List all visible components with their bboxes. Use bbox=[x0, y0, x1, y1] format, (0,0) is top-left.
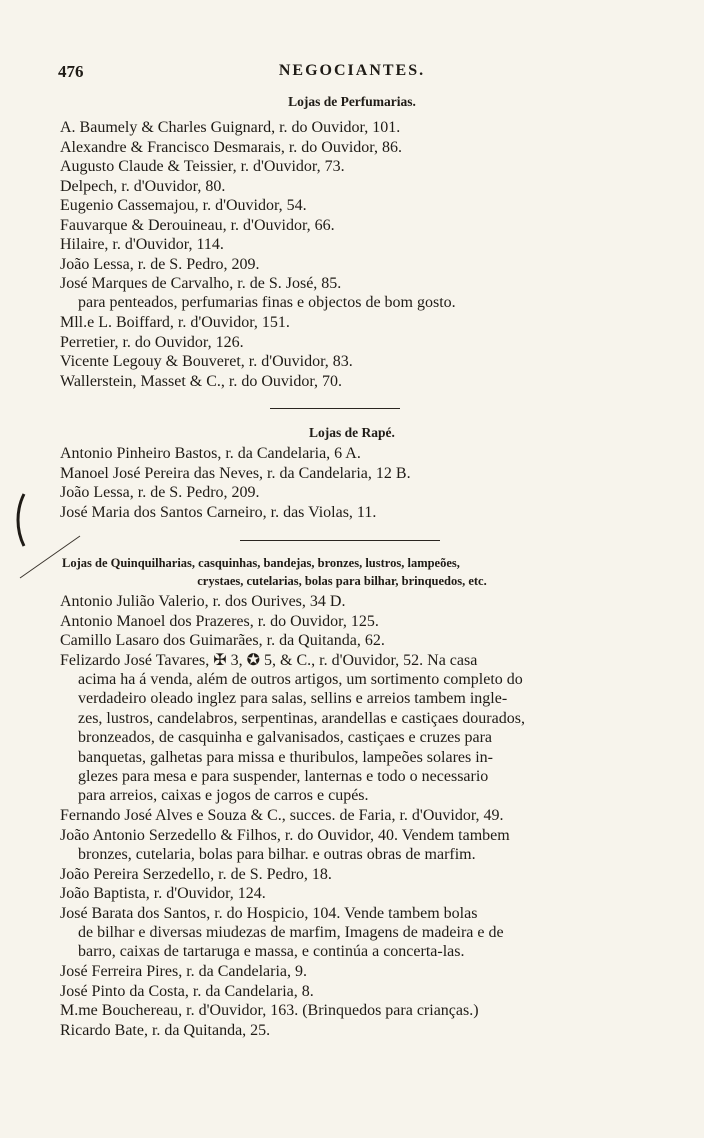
list-item: João Lessa, r. de S. Pedro, 209. bbox=[60, 255, 260, 273]
section-heading-quinquilharias bbox=[62, 554, 622, 590]
list-item: João Pereira Serzedello, r. de S. Pedro, 18. bbox=[60, 865, 332, 883]
list-item: Ricardo Bate, r. da Quitanda, 25. bbox=[60, 1021, 271, 1039]
section-divider bbox=[270, 408, 400, 409]
page-number: 476 bbox=[58, 62, 84, 81]
list-item: Augusto Claude & Teissier, r. d'Ouvidor, 73. bbox=[60, 158, 345, 175]
list-item: Fernando José Alves e Souza & C., succes. de Faria, r. d'Ouvidor, 49. bbox=[60, 807, 504, 824]
section-divider bbox=[240, 540, 440, 541]
running-title: NEGOCIANTES. bbox=[278, 62, 426, 79]
list-item: Eugenio Cassemajou, r. d'Ouvidor, 54. bbox=[60, 197, 307, 214]
list-item: Manoel José Pereira das Neves, r. da Candelaria, 12 B. bbox=[60, 464, 411, 482]
list-item: Wallerstein, Masset & C., r. do Ouvidor, 70. bbox=[60, 372, 343, 390]
heading-line: crystaes, cutelarias, bolas para bilhar, brinquedos, etc. bbox=[197, 574, 487, 588]
list-item: Antonio Pinheiro Bastos, r. da Candelaria, 6 A. bbox=[60, 445, 361, 462]
list-item: Vicente Legouy & Bouveret, r. d'Ouvidor, 83. bbox=[60, 353, 353, 370]
list-item: José Pinto da Costa, r. da Candelaria, 8. bbox=[60, 982, 314, 1000]
list-item: Perretier, r. do Ouvidor, 126. bbox=[60, 333, 244, 351]
list-item: Felizardo José Tavares, ✠ 3, ✪ 5, & C., r. d'Ouvidor, 52. Na casa acima ha á venda, além de outros artigos, um sortimento completo do verdadeiro oleado inglez para salas, sellins e arreios tambem ingle- zes, lustros, candelabros, serpentinas, arandellas e castiçaes dourados, bronzeados, de casquinha e galvanisados, castiçaes e cruzes para banquetas, galhetas para missa e thuribulos, lampeões solares in- glezes para mesa e para suspender, lanternas e todo o necessario para arreios, caixas e jogos de carros e cupés. bbox=[60, 651, 525, 805]
list-item: Alexandre & Francisco Desmarais, r. do Ouvidor, 86. bbox=[60, 138, 402, 156]
running-head bbox=[0, 62, 704, 84]
heading-line: Lojas de Quinquilharias, casquinhas, bandejas, bronzes, lustros, lampeões, bbox=[62, 556, 460, 570]
margin-bracket-mark bbox=[10, 490, 90, 580]
list-item: Antonio Julião Valerio, r. dos Ourives, 34 D. bbox=[60, 593, 346, 610]
section-heading-perfumarias: Lojas de Perfumarias. bbox=[288, 94, 416, 109]
list-item: M.me Bouchereau, r. d'Ouvidor, 163. (Brinquedos para crianças.) bbox=[60, 1002, 479, 1019]
list-item: João Lessa, r. de S. Pedro, 209. bbox=[60, 484, 260, 501]
list-item: Hilaire, r. d'Ouvidor, 114. bbox=[60, 236, 224, 253]
list-item: José Barata dos Santos, r. do Hospicio, 104. Vende tambem bolas de bilhar e diversas miudezas de marfim, Imagens de madeira e de barro, caixas de tartaruga e massa, e continúa a concerta-las. bbox=[60, 904, 504, 961]
list-item: A. Baumely & Charles Guignard, r. do Ouvidor, 101. bbox=[60, 119, 401, 136]
list-item: Delpech, r. d'Ouvidor, 80. bbox=[60, 177, 226, 195]
list-item: José Ferreira Pires, r. da Candelaria, 9. bbox=[60, 963, 308, 980]
list-item: José Marques de Carvalho, r. de S. José, 85. para penteados, perfumarias finas e objectos de bom gosto. bbox=[60, 275, 456, 312]
list-item: José Maria dos Santos Carneiro, r. das Violas, 11. bbox=[60, 503, 377, 521]
list-item: João Antonio Serzedello & Filhos, r. do Ouvidor, 40. Vendem tambem bronzes, cutelaria, bolas para bilhar. e outras obras de marfim. bbox=[60, 826, 510, 863]
list-item: Fauvarque & Derouineau, r. d'Ouvidor, 66. bbox=[60, 216, 335, 234]
list-item: João Baptista, r. d'Ouvidor, 124. bbox=[60, 885, 266, 902]
list-item: Camillo Lasaro dos Guimarães, r. da Quitanda, 62. bbox=[60, 632, 385, 649]
list-item: Mll.e L. Boiffard, r. d'Ouvidor, 151. bbox=[60, 314, 290, 331]
list-item: Antonio Manoel dos Prazeres, r. do Ouvidor, 125. bbox=[60, 612, 379, 630]
section-heading-rape: Lojas de Rapé. bbox=[309, 425, 395, 440]
